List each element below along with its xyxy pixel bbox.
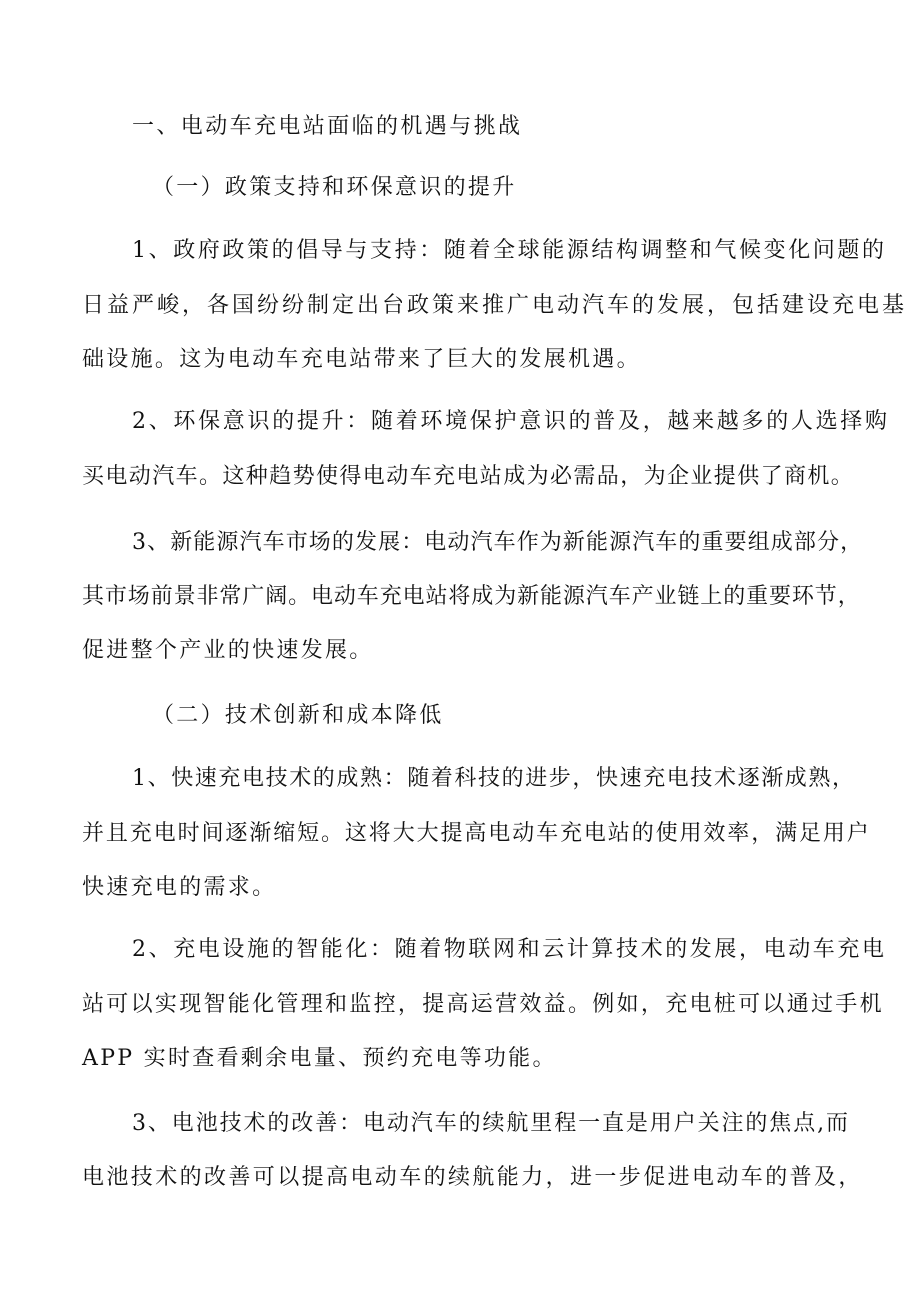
section-1-heading: （一）政策支持和环保意识的提升	[152, 175, 517, 200]
section-2-heading: （二）技术创新和成本降低	[152, 703, 444, 728]
paragraph-line: 3、电池技术的改善：电动汽车的续航里程一直是用户关注的焦点,而	[132, 1111, 850, 1136]
paragraph-line: 并且充电时间逐渐缩短。这将大大提高电动车充电站的使用效率，满足用户	[82, 821, 871, 846]
paragraph-line: 2、充电设施的智能化：随着物联网和云计算技术的发展，电动车充电	[132, 937, 887, 962]
paragraph-line: APP 实时查看剩余电量、预约充电等功能。	[82, 1046, 557, 1071]
paragraph-line: 站可以实现智能化管理和监控，提高运营效益。例如，充电桩可以通过手机	[82, 992, 884, 1017]
paragraph-line: 促进整个产业的快速发展。	[82, 638, 374, 663]
paragraph-line: 其市场前景非常广阔。电动车充电站将成为新能源汽车产业链上的重要环节，	[82, 584, 861, 609]
paragraph-line: 日益严峻，各国纷纷制定出台政策来推广电动汽车的发展，包括建设充电基	[82, 293, 908, 318]
paragraph-line: 买电动汽车。这种趋势使得电动车充电站成为必需品，为企业提供了商机。	[82, 464, 855, 489]
paragraph-line: 1、政府政策的倡导与支持：随着全球能源结构调整和气候变化问题的	[132, 238, 887, 263]
paragraph-line: 2、环保意识的提升：随着环境保护意识的普及，越来越多的人选择购	[132, 409, 890, 434]
paragraph-line: 快速充电的需求。	[82, 875, 277, 900]
paragraph-line: 电池技术的改善可以提高电动车的续航能力，进一步促进电动车的普及，	[82, 1165, 863, 1190]
document-heading: 一、电动车充电站面临的机遇与挑战	[132, 114, 523, 139]
paragraph-line: 础设施。这为电动车充电站带来了巨大的发展机遇。	[82, 347, 641, 372]
paragraph-line: 3、新能源汽车市场的发展：电动汽车作为新能源汽车的重要组成部分，	[132, 530, 864, 555]
paragraph-line: 1、快速充电技术的成熟：随着科技的进步，快速充电技术逐渐成熟，	[132, 766, 856, 791]
